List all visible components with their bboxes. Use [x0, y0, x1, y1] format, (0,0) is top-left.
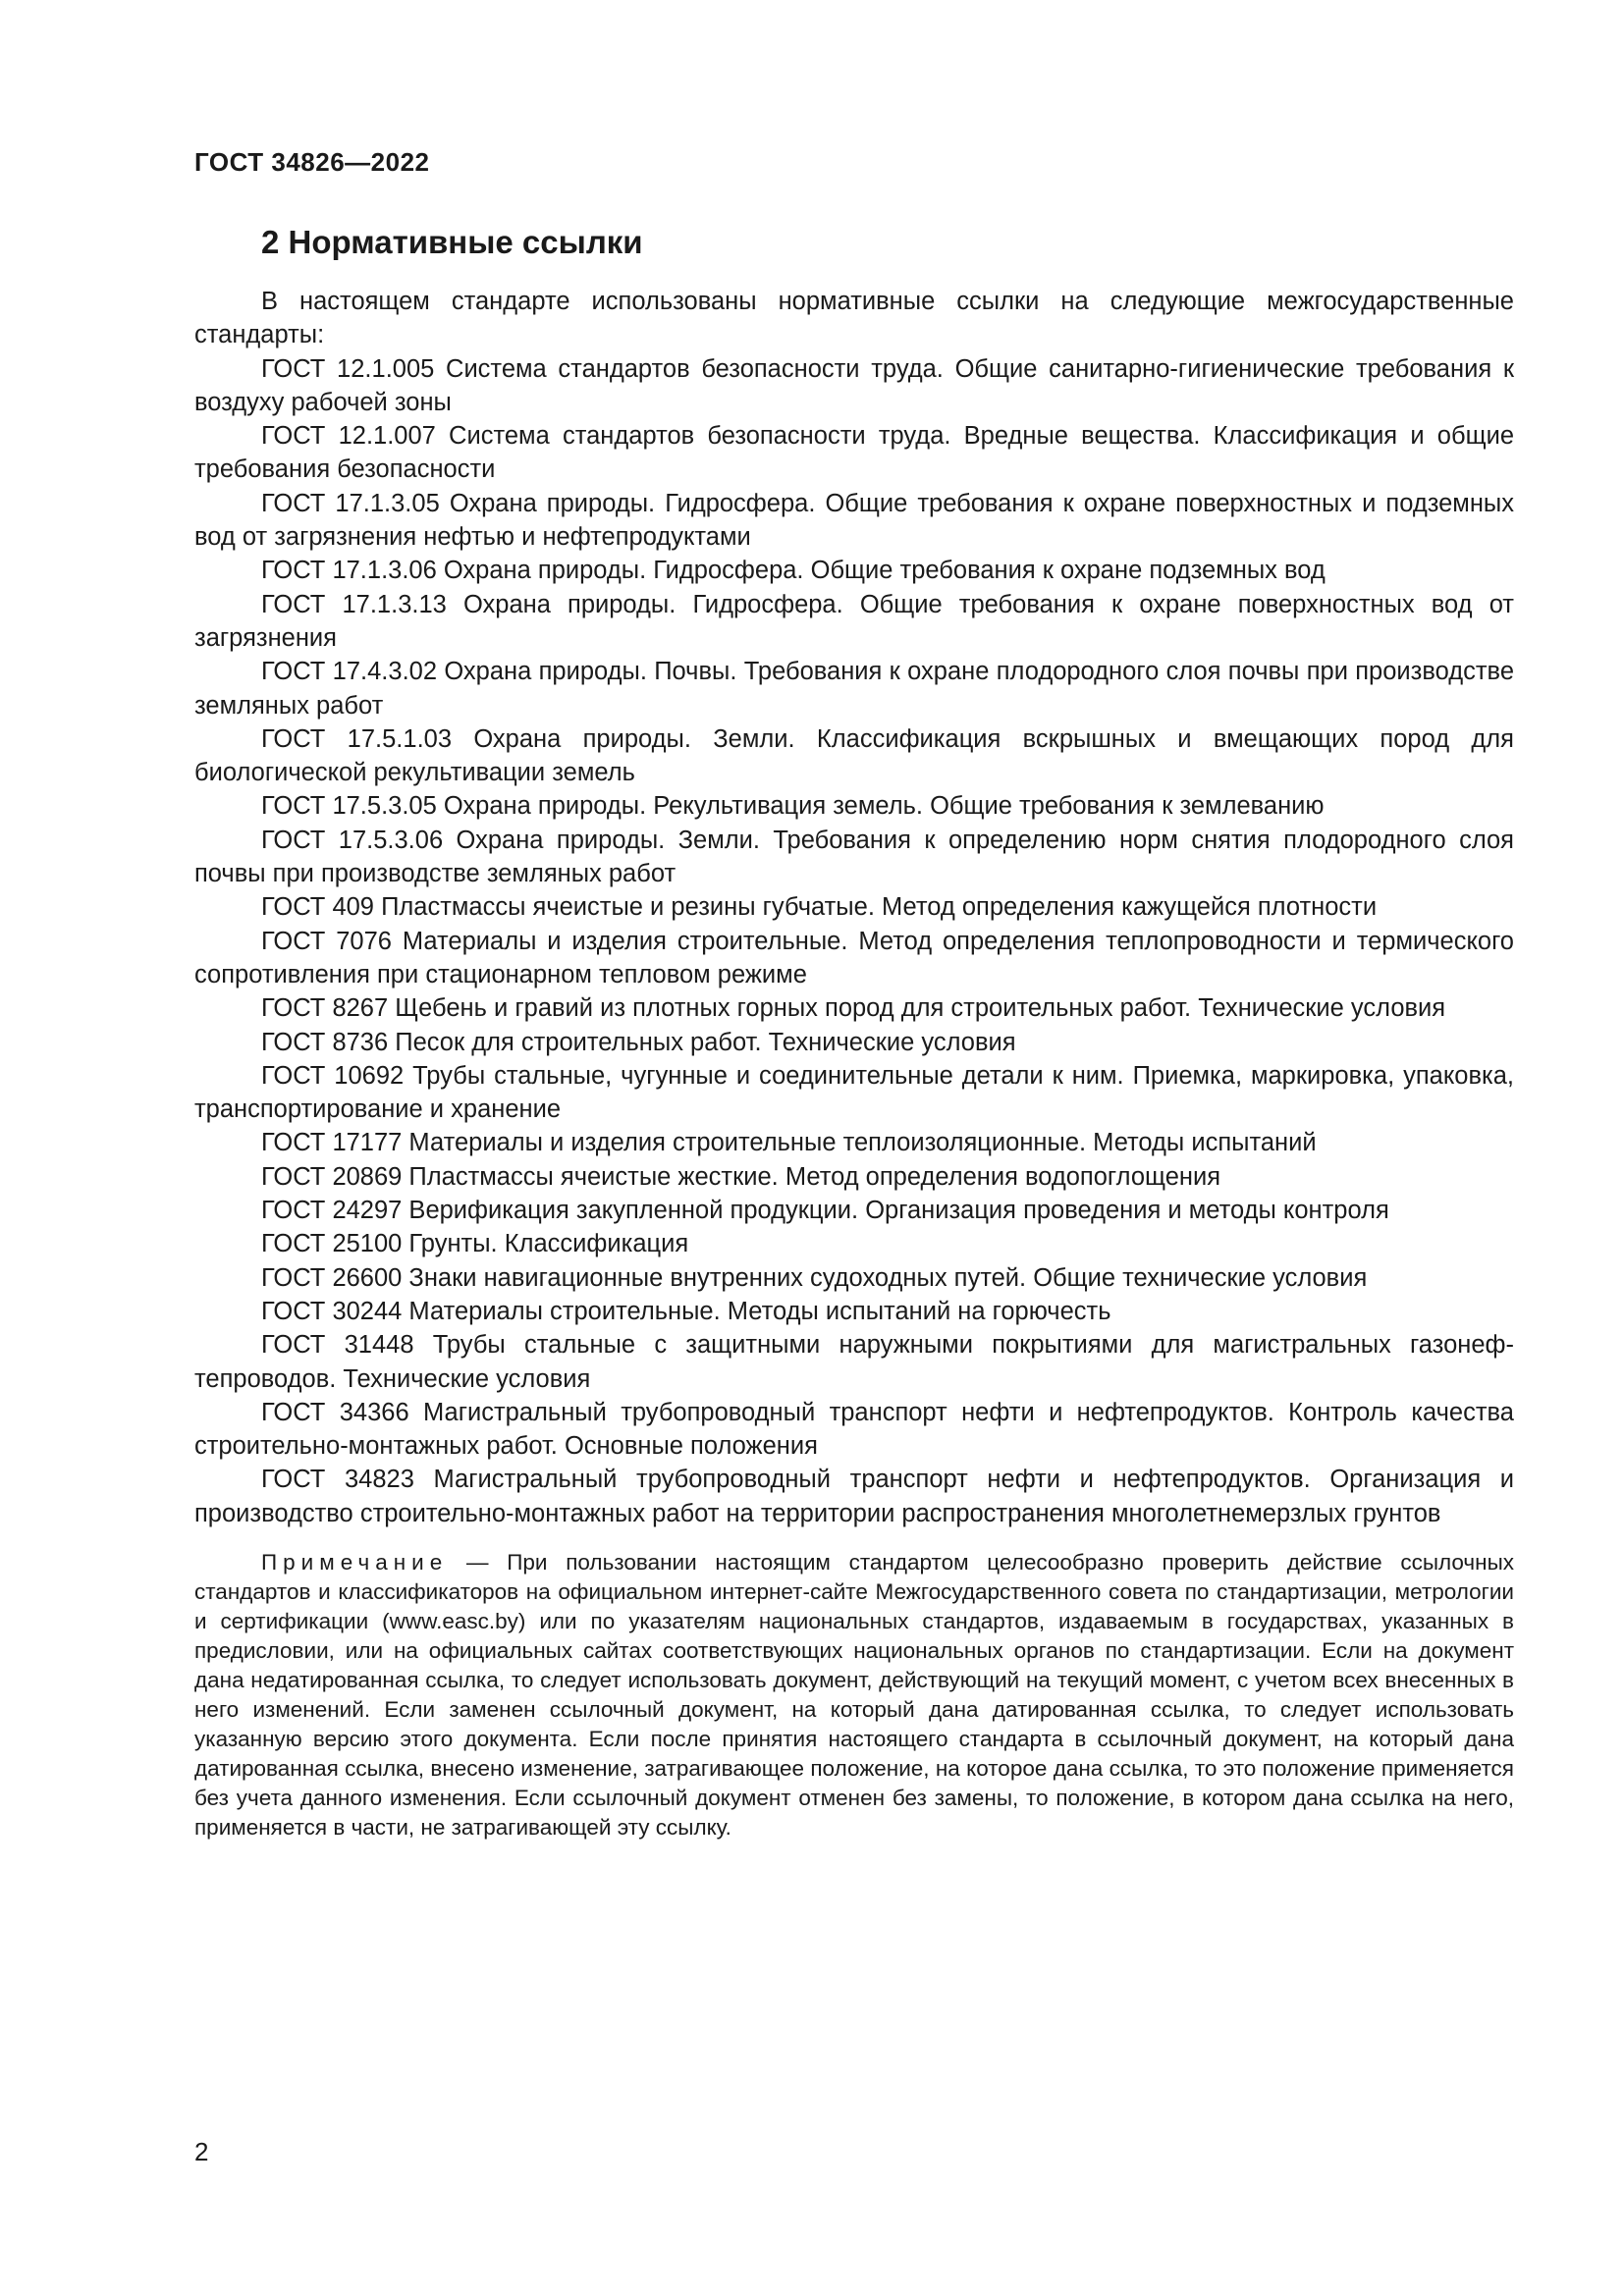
note-paragraph [194, 1548, 1514, 1842]
reference-item: ГОСТ 17177 Материалы и изделия строительные теплоизоляционные. Методы испытаний [261, 1129, 1317, 1157]
reference-item: ГОСТ 12.1.005 Система стандартов безопасности труда. Общие санитарно-гигиенические требования к воздуху рабочей зоны [194, 354, 1514, 416]
reference-item: ГОСТ 8267 Щебень и гравий из плотных горных пород для строительных работ. Технические условия [261, 994, 1446, 1023]
section-body [194, 285, 1514, 1842]
reference-item: ГОСТ 25100 Грунты. Классификация [261, 1230, 689, 1258]
note-label: Примечание [261, 1549, 449, 1575]
reference-item: ГОСТ 20869 Пластмассы ячеистые жесткие. Метод определения водопоглощения [261, 1162, 1221, 1191]
reference-item: ГОСТ 24297 Верификация закупленной продукции. Организация проведения и методы контроля [261, 1197, 1389, 1225]
intro-paragraph: В настоящем стандарте использованы нормативные ссылки на следующие межгосударственные стандарты: [194, 288, 1514, 349]
reference-item: ГОСТ 7076 Материалы и изделия строительные. Метод определения теплопроводности и термического сопротивления при стационарном тепловом режиме [194, 927, 1514, 988]
section-title: 2 Нормативные ссылки [261, 224, 643, 260]
reference-item: ГОСТ 17.1.3.05 Охрана природы. Гидросфера. Общие требования к охране поверхностных и подземных вод от загрязнения нефтью и нефтепродуктами [194, 489, 1514, 552]
reference-item: ГОСТ 10692 Трубы стальные, чугунные и соединительные детали к ним. Приемка, маркировка, упаковка, транспортирование и хранение [194, 1061, 1514, 1124]
reference-item: ГОСТ 409 Пластмассы ячеистые и резины губчатые. Метод определения кажущейся плотности [261, 893, 1378, 922]
reference-item: ГОСТ 17.1.3.13 Охрана природы. Гидросфера. Общие требования к охране поверхностных вод от загрязнения [194, 590, 1514, 652]
reference-item: ГОСТ 31448 Трубы стальные с защитными наружными покрытиями для магистральных газонефтепроводов. Технические условия [194, 1331, 1514, 1393]
note-text: При пользовании настоящим стандартом целесообразно проверить действие ссылочных стандартов и классификаторов на официальном интернет-сайте Межгосударственного совета по стандартизации, метрологии и сертификации (www.easc.by) или по указателям национальных стандартов, издаваемым в государствах, указанных в предисловии, или на официальных сайтах соответствующих национальных органов по стандартизации. Если на документ дана недатированная ссылка, то следует использовать документ, действующий на текущий момент, с учетом всех внесенных в него изменений. Если заменен ссылочный документ, на который дана датированная ссылка, то следует использовать указанную версию этого документа. Если после принятия настоящего стандарта в ссылочный документ, на который дана датированная ссылка, внесено изменение, затрагивающее положение, на которое дана ссылка, то это положение применяется без учета данного изменения. Если ссылочный документ отменен без замены, то положение, в котором дана ссылка на него, применяется в части, не затрагивающей эту ссылку. [194, 1549, 1514, 1840]
reference-item: ГОСТ 17.1.3.06 Охрана природы. Гидросфера. Общие требования к охране подземных вод [261, 557, 1326, 585]
note-separator: — [448, 1549, 508, 1575]
reference-item: ГОСТ 17.5.3.06 Охрана природы. Земли. Требования к определению норм снятия плодородного слоя почвы при производстве земляных работ [194, 826, 1514, 888]
reference-item: ГОСТ 26600 Знаки навигационные внутренних судоходных путей. Общие технические условия [261, 1263, 1368, 1292]
reference-item: ГОСТ 17.5.3.05 Охрана природы. Рекультивация земель. Общие требования к землеванию [261, 792, 1325, 821]
reference-item: ГОСТ 34823 Магистральный трубопроводный транспорт нефти и нефтепродуктов. Организация и производство строительно-монтажных работ на территории распространения многолетнемерзлых грунтов [194, 1466, 1514, 1527]
reference-item: ГОСТ 30244 Материалы строительные. Методы испытаний на горючесть [261, 1297, 1111, 1325]
document-header: ГОСТ 34826—2022 [194, 147, 430, 177]
reference-item: ГОСТ 12.1.007 Система стандартов безопасности труда. Вредные вещества. Классификация и общие требования безопасности [194, 422, 1514, 484]
page-number: 2 [194, 2137, 209, 2166]
reference-item: ГОСТ 34366 Магистральный трубопроводный транспорт нефти и нефтепродуктов. Контроль качества строительно-монтажных работ. Основные положения [194, 1398, 1514, 1461]
reference-item: ГОСТ 8736 Песок для строительных работ. Технические условия [261, 1028, 1016, 1056]
reference-item: ГОСТ 17.4.3.02 Охрана природы. Почвы. Требования к охране плодородного слоя почвы при производстве земляных работ [194, 658, 1514, 720]
reference-item: ГОСТ 17.5.1.03 Охрана природы. Земли. Классификация вскрышных и вмещающих пород для биологической рекультивации земель [194, 724, 1514, 787]
